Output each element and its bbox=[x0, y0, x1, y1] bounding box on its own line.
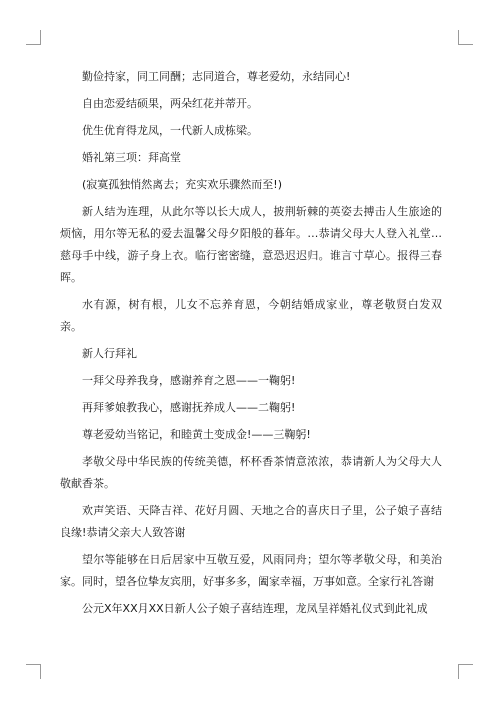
paragraph: 一拜父母养我身，感谢养育之恩——一鞠躬! bbox=[82, 374, 296, 387]
paragraph: (寂寞孤独悄然离去；充实欢乐骤然而至!) bbox=[82, 178, 282, 191]
paragraph: 水有源，树有根，儿女不忘养育恩，今朝结婚成家业，尊老敬贤白发双亲。 bbox=[60, 298, 442, 333]
paragraph: 尊老爱幼当铭记，和睦黄土变成金!——三鞠躬! bbox=[82, 428, 311, 441]
paragraph: 欢声笑语、天降吉祥、花好月圆、天地之合的喜庆日子里，公子娘子喜结良缘!恭请父亲大人致答谢 bbox=[60, 504, 442, 539]
paragraph: 自由恋爱结硕果，两朵红花并蒂开。 bbox=[82, 97, 258, 110]
paragraph: 再拜爹娘教我心，感谢抚养成人——二鞠躬! bbox=[82, 401, 296, 414]
document-body bbox=[60, 66, 442, 625]
paragraph: 勤俭持家，同工同酬；志同道合，尊老爱幼，永结同心! bbox=[82, 70, 351, 83]
paragraph: 公元X年XX月XX日新人公子娘子喜结连理，龙凤呈祥婚礼仪式到此礼成 bbox=[82, 602, 428, 615]
paragraph: 优生优育得龙凤，一代新人成栋梁。 bbox=[82, 124, 258, 137]
crop-mark-top-right bbox=[458, 30, 473, 45]
crop-mark-bottom-right bbox=[458, 664, 473, 679]
section-heading: 新人行拜礼 bbox=[82, 347, 137, 360]
paragraph: 孝敬父母中华民族的传统美德，杯杯香茶情意浓浓，恭请新人为父母大人敬献香茶。 bbox=[60, 455, 442, 490]
section-heading: 婚礼第三项：拜高堂 bbox=[82, 151, 181, 164]
crop-mark-bottom-left bbox=[26, 664, 41, 679]
paragraph: 望尔等能够在日后居家中互敬互爱，风雨同舟；望尔等孝敬父母，和美治家。同时，望各位挚友宾朋，好事多多，阖家幸福，万事如意。全家行礼答谢 bbox=[60, 553, 442, 588]
paragraph: 新人结为连理，从此尔等以长大成人，披荆斩棘的英姿去搏击人生旅途的烦恼，用尔等无私的爱去温馨父母夕阳般的暮年。…恭请父母大人登入礼堂…慈母手中线，游子身上衣。临行密密缝，意恐迟迟归。谁言寸草心。报得三春晖。 bbox=[60, 205, 442, 284]
crop-mark-top-left bbox=[26, 30, 41, 45]
